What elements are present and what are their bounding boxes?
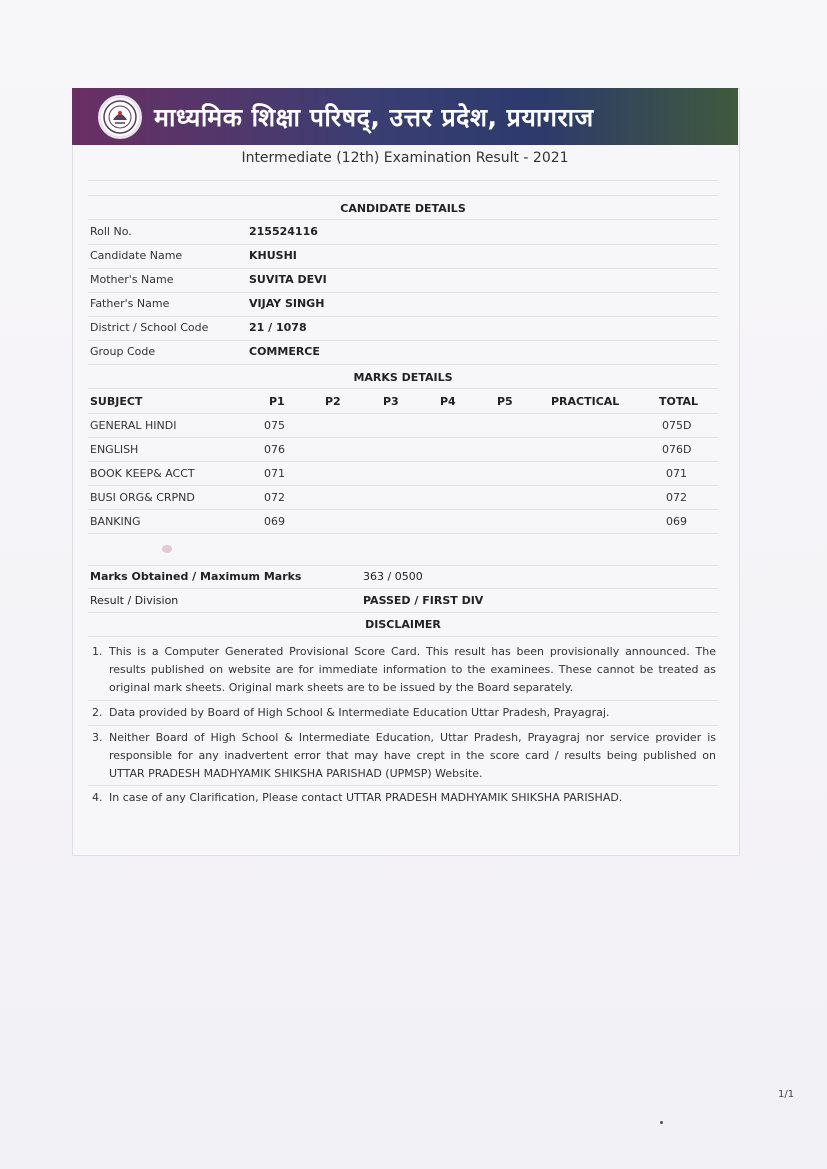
detail-row-roll-no bbox=[88, 220, 718, 244]
p1-mark: 069 bbox=[264, 515, 285, 528]
disclaimer-text: This is a Computer Generated Provisional Score Card. This result has been provisionally announced. The results published on website are for immediate information to the examinees. These cannot be treated as original mark sheets. Original mark sheets are to be issued by the Board separately. bbox=[109, 645, 716, 694]
subject-name: BANKING bbox=[90, 515, 141, 528]
divider bbox=[88, 485, 718, 486]
detail-row-group-code bbox=[88, 340, 718, 364]
disclaimer-number: 2. bbox=[92, 706, 103, 719]
subject-name: ENGLISH bbox=[90, 443, 139, 456]
header-banner bbox=[72, 88, 738, 145]
detail-value: COMMERCE bbox=[249, 345, 320, 358]
divider bbox=[88, 180, 718, 181]
p1-mark: 075 bbox=[264, 419, 285, 432]
detail-label: Mother's Name bbox=[90, 273, 174, 286]
column-header-p3: P3 bbox=[383, 395, 399, 408]
divider bbox=[88, 195, 718, 196]
result-division-value: PASSED / FIRST DIV bbox=[363, 594, 484, 607]
detail-value: KHUSHI bbox=[249, 249, 297, 262]
divider bbox=[88, 725, 718, 726]
subject-name: BOOK KEEP& ACCT bbox=[90, 467, 195, 480]
disclaimer-item bbox=[92, 789, 716, 809]
disclaimer-number: 4. bbox=[92, 791, 103, 804]
detail-row-fathers-name bbox=[88, 292, 718, 316]
divider bbox=[88, 636, 718, 637]
marks-obtained-value: 363 / 0500 bbox=[363, 570, 423, 583]
board-name: माध्यमिक शिक्षा परिषद्, उत्तर प्रदेश, प्रयागराज bbox=[154, 102, 594, 132]
divider bbox=[88, 509, 718, 510]
disclaimer-number: 1. bbox=[92, 645, 103, 658]
divider bbox=[88, 364, 718, 365]
detail-row-district-school-code bbox=[88, 316, 718, 340]
stain-mark bbox=[162, 545, 172, 553]
total-mark: 072 bbox=[666, 491, 687, 504]
detail-value: 215524116 bbox=[249, 225, 318, 238]
subject-name: BUSI ORG& CRPND bbox=[90, 491, 195, 504]
detail-row-mothers-name bbox=[88, 268, 718, 292]
result-division-label: Result / Division bbox=[90, 594, 179, 607]
total-mark: 075D bbox=[662, 419, 692, 432]
disclaimer-text: Neither Board of High School & Intermediate Education, Uttar Pradesh, Prayagraj nor service provider is responsible for any inadvertent error that may have crept in the score card / results being published on UTTAR PRADESH MADHYAMIK SHIKSHA PARISHAD (UPMSP) Website. bbox=[109, 731, 716, 780]
disclaimer-item bbox=[92, 704, 716, 724]
disclaimer-number: 3. bbox=[92, 731, 103, 744]
total-mark: 076D bbox=[662, 443, 692, 456]
disclaimer-heading: DISCLAIMER bbox=[365, 618, 441, 631]
disclaimer-text: In case of any Clarification, Please contact UTTAR PRADESH MADHYAMIK SHIKSHA PARISHAD. bbox=[109, 791, 623, 804]
disclaimer-item bbox=[92, 729, 716, 785]
marks-details-heading: MARKS DETAILS bbox=[353, 371, 453, 384]
column-header-subject: SUBJECT bbox=[90, 395, 143, 408]
divider bbox=[88, 533, 718, 534]
column-header-practical: PRACTICAL bbox=[551, 395, 620, 408]
detail-label: Roll No. bbox=[90, 225, 132, 238]
divider bbox=[88, 461, 718, 462]
column-header-p2: P2 bbox=[325, 395, 341, 408]
divider bbox=[88, 565, 718, 566]
total-mark: 071 bbox=[666, 467, 687, 480]
column-header-p1: P1 bbox=[269, 395, 285, 408]
detail-label: District / School Code bbox=[90, 321, 209, 334]
detail-label: Group Code bbox=[90, 345, 156, 358]
divider bbox=[88, 612, 718, 613]
detail-value: VIJAY SINGH bbox=[249, 297, 325, 310]
scan-speck bbox=[660, 1121, 663, 1124]
divider bbox=[88, 388, 718, 389]
exam-title: Intermediate (12th) Examination Result - 2021 bbox=[241, 150, 569, 166]
page-indicator: 1/1 bbox=[778, 1089, 795, 1100]
disclaimer-item bbox=[92, 643, 716, 699]
p1-mark: 071 bbox=[264, 467, 285, 480]
up-government-emblem-icon bbox=[98, 95, 142, 139]
divider bbox=[88, 700, 718, 701]
column-header-p4: P4 bbox=[440, 395, 456, 408]
detail-label: Candidate Name bbox=[90, 249, 183, 262]
column-header-p5: P5 bbox=[497, 395, 513, 408]
disclaimer-text: Data provided by Board of High School & Intermediate Education Uttar Pradesh, Prayagraj. bbox=[109, 706, 610, 719]
p1-mark: 076 bbox=[264, 443, 285, 456]
divider bbox=[88, 413, 718, 414]
detail-label: Father's Name bbox=[90, 297, 170, 310]
divider bbox=[88, 437, 718, 438]
divider bbox=[88, 785, 718, 786]
marks-obtained-label: Marks Obtained / Maximum Marks bbox=[90, 570, 302, 583]
detail-value: 21 / 1078 bbox=[249, 321, 307, 334]
detail-value: SUVITA DEVI bbox=[249, 273, 327, 286]
candidate-details-heading: CANDIDATE DETAILS bbox=[340, 202, 466, 215]
column-header-total: TOTAL bbox=[659, 395, 699, 408]
p1-mark: 072 bbox=[264, 491, 285, 504]
total-mark: 069 bbox=[666, 515, 687, 528]
detail-row-candidate-name bbox=[88, 244, 718, 268]
divider bbox=[88, 588, 718, 589]
subject-name: GENERAL HINDI bbox=[90, 419, 177, 432]
